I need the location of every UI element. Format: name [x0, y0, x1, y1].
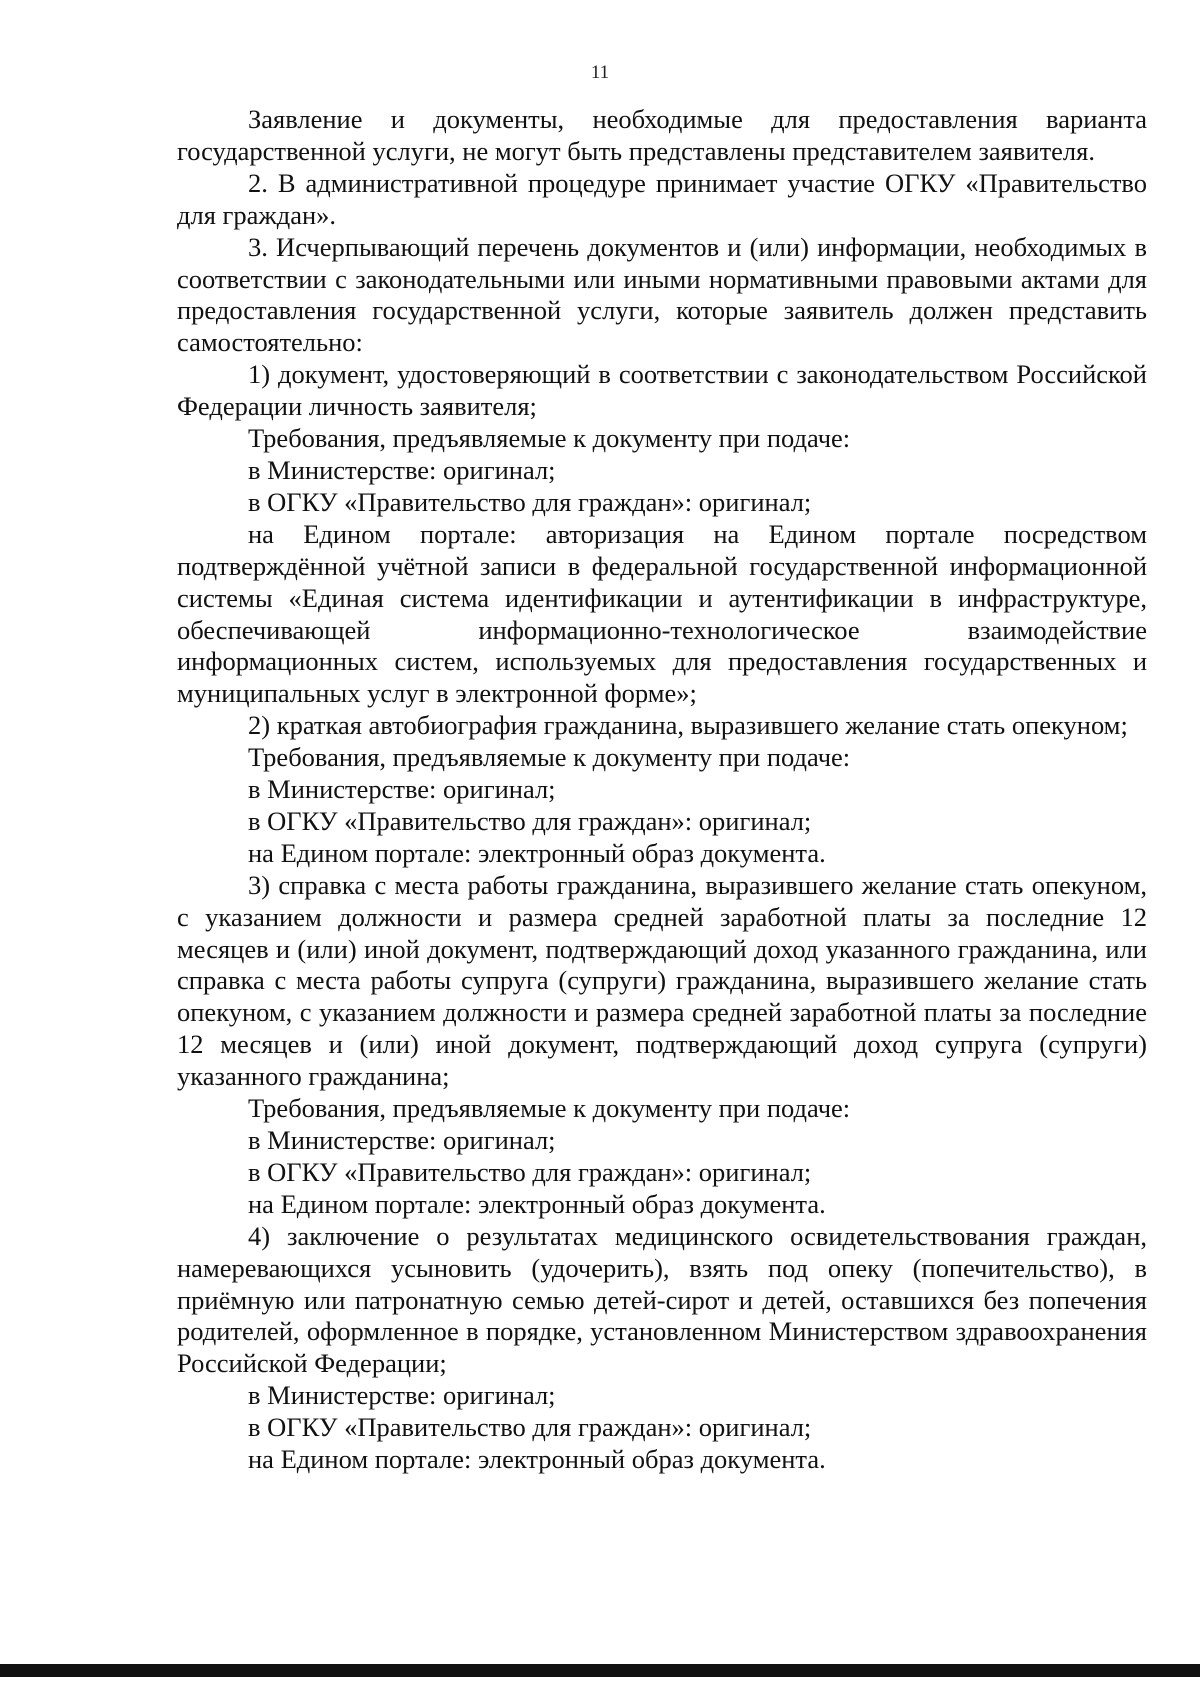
paragraph: 3) справка с места работы гражданина, выразившего желание стать опекуном, с указанием должности и размера средней заработной платы за последние 12 месяцев и (или) иной документ, подтверждающий доход указанного гражданина, или справка с места работы супруга (супруги) гражданина, выразившего желание стать опекуном, с указанием должности и размера средней заработной платы за последние 12 месяцев и (или) иной документ, подтверждающий доход супруга (супруги) указанного гражданина; — [177, 869, 1147, 1092]
paragraph: Заявление и документы, необходимые для предоставления варианта государственной услуги, не могут быть представлены представителем заявителя. — [177, 104, 1147, 166]
paragraph: в Министерстве: оригинал; — [248, 774, 556, 805]
document-body — [177, 104, 1147, 1476]
paragraph: на Едином портале: электронный образ документа. — [248, 1188, 826, 1219]
paragraph: в ОГКУ «Правительство для граждан»: оригинал; — [248, 1156, 812, 1187]
paragraph: Требования, предъявляемые к документу при подаче: — [248, 742, 851, 773]
paragraph: Требования, предъявляемые к документу при подаче: — [248, 423, 851, 454]
paragraph: на Едином портале: авторизация на Едином портале посредством подтверждённой учётной записи в федеральной государственной информационной системы «Единая система идентификации и аутентификации в инфраструктуре, обеспечивающей информационно-технологическое взаимодействие информационных систем, используемых для предоставления государственных и муниципальных услуг в электронной форме»; — [177, 518, 1147, 709]
paragraph: в Министерстве: оригинал; — [248, 1380, 556, 1411]
paragraph: в ОГКУ «Правительство для граждан»: оригинал; — [248, 1412, 812, 1443]
paragraph: на Едином портале: электронный образ документа. — [248, 837, 826, 868]
paragraph: 2. В административной процедуре принимает участие ОГКУ «Правительство для граждан». — [177, 167, 1147, 230]
page-number: 11 — [590, 62, 610, 83]
paragraph: в Министерстве: оригинал; — [248, 1125, 556, 1155]
paragraph: в ОГКУ «Правительство для граждан»: оригинал; — [248, 805, 812, 836]
paragraph: 3. Исчерпывающий перечень документов и (или) информации, необходимых в соответствии с законодательными или иными нормативными правовыми актами для предоставления государственной услуги, которые заявитель должен представить самостоятельно: — [177, 231, 1147, 358]
paragraph: в ОГКУ «Правительство для граждан»: оригинал; — [248, 486, 812, 517]
paragraph: 2) краткая автобиография гражданина, выразившего желание стать опекуном; — [248, 710, 1128, 741]
paragraph: на Едином портале: электронный образ документа. — [248, 1444, 826, 1475]
scan-bottom-edge — [0, 1664, 1200, 1677]
paragraph: 4) заключение о результатах медицинского освидетельствования граждан, намеревающихся усыновить (удочерить), взять под опеку (попечительство), в приёмную или патронатную семью детей-сирот и детей, оставшихся без попечения родителей, оформленное в порядке, установленном Министерством здравоохранения Российской Федерации; — [177, 1220, 1147, 1379]
paragraph: 1) документ, удостоверяющий в соответствии с законодательством Российской Федерации личность заявителя; — [177, 359, 1147, 422]
paragraph: Требования, предъявляемые к документу при подаче: — [248, 1093, 851, 1124]
paragraph: в Министерстве: оригинал; — [248, 454, 556, 485]
